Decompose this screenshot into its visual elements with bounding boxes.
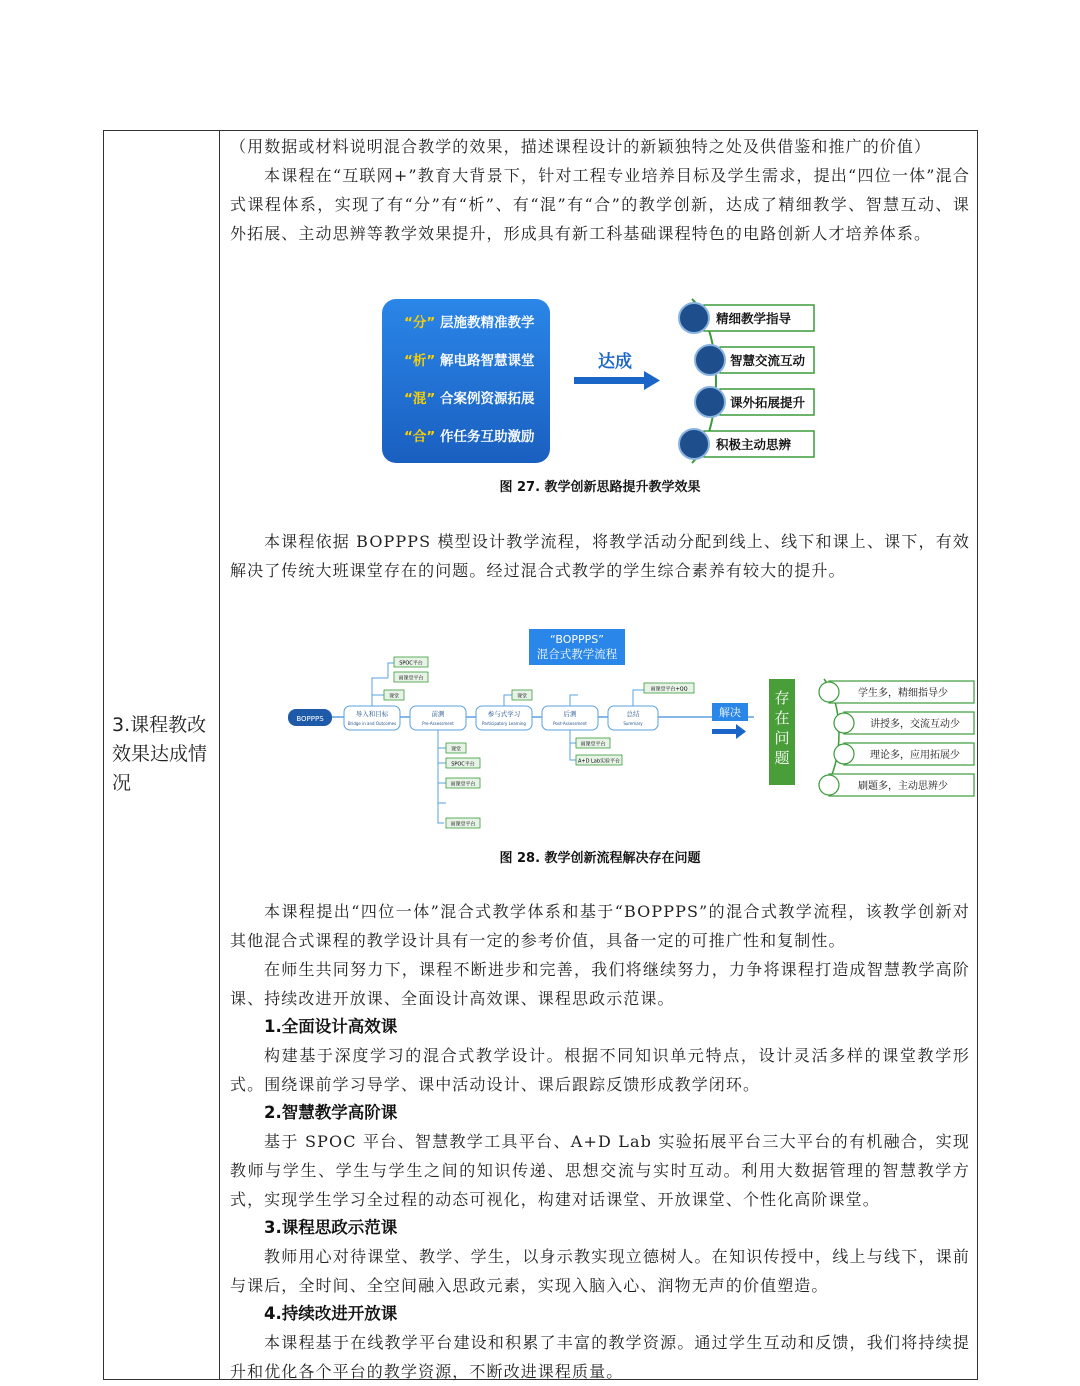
- paragraph-2-wrap: [230, 527, 970, 585]
- svg-text:雨课堂平台: 雨课堂平台: [398, 675, 424, 682]
- paragraph-3: 本课程提出“四位一体”混合式教学体系和基于“BOPPPS”的混合式教学流程，该教学创新对其他混合式课程的教学设计具有一定的参考价值，具备一定的可推广性和复制性。: [230, 902, 970, 950]
- svg-text:“混”: “混”: [404, 391, 436, 407]
- figure-28: [284, 623, 960, 833]
- content-cell: [230, 131, 970, 248]
- lower-text: [230, 897, 970, 1386]
- fig28-bottom-subnode: [576, 738, 610, 748]
- fig28-root-node: [288, 709, 332, 726]
- fig27-left-item: [404, 428, 535, 445]
- intro-note: （用数据或材料说明混合教学的效果，描述课程设计的新颖独特之处及供借鉴和推广的价值）: [230, 137, 932, 156]
- fig28-top-subnode: [644, 683, 694, 693]
- row-label-cell: [104, 131, 220, 1379]
- fig28-top-subnode: [394, 657, 428, 667]
- figure-27: [374, 291, 824, 466]
- figure-28-caption: 图 28. 教学创新流程解决存在问题: [499, 851, 701, 866]
- svg-text:前测: 前测: [431, 710, 445, 718]
- fig27-right-item: [695, 345, 814, 375]
- fig27-left-item: [404, 314, 535, 331]
- svg-text:总结: 总结: [626, 710, 640, 718]
- svg-text:精细教学指导: 精细教学指导: [716, 311, 792, 326]
- svg-text:SPOC平台: SPOC平台: [451, 761, 475, 768]
- fig28-problem-char: 在: [774, 709, 790, 727]
- fig28-problem-item: [834, 712, 974, 734]
- fig28-problem-item: [819, 681, 974, 703]
- svg-text:“分”: “分”: [404, 315, 436, 331]
- fig28-problem-item: [834, 743, 974, 765]
- fig28-bottom-subnode: [446, 758, 480, 768]
- svg-text:雨课堂平台: 雨课堂平台: [580, 741, 606, 748]
- fig28-stage: [344, 706, 400, 730]
- svg-text:课堂: 课堂: [388, 693, 400, 700]
- fig28-problem-char: 存: [774, 689, 790, 707]
- fig28-stage: [476, 706, 532, 730]
- fig28-problem-char: 题: [774, 749, 790, 767]
- svg-text:雨课堂平台: 雨课堂平台: [450, 821, 476, 828]
- fig27-arrow-label: 达成: [598, 352, 632, 372]
- form-table: [103, 130, 978, 1380]
- svg-text:“合”: “合”: [404, 429, 436, 445]
- section-body: 构建基于深度学习的混合式教学设计。根据不同知识单元特点，设计灵活多样的课堂教学形式。围绕课前学习导学、课中活动设计、课后跟踪反馈形成教学闭环。: [230, 1046, 970, 1094]
- svg-text:智慧交流互动: 智慧交流互动: [730, 353, 806, 368]
- svg-text:雨课堂平台: 雨课堂平台: [450, 781, 476, 788]
- svg-text:Post-Assessment: Post-Assessment: [553, 721, 587, 726]
- svg-text:Participatory Learning: Participatory Learning: [482, 721, 526, 726]
- fig28-bottom-subnode: [446, 818, 480, 828]
- fig28-problem-char: 问: [774, 729, 790, 747]
- section-title: 1.全面设计高效课: [264, 1017, 398, 1036]
- fig28-top-branches: [372, 663, 644, 706]
- fig28-bottom-subnode: [446, 743, 466, 753]
- fig27-right-item: [679, 429, 814, 459]
- fig28-top-subnode: [394, 672, 428, 682]
- section-title: 3.课程思政示范课: [264, 1218, 398, 1237]
- fig27-arrow: [574, 371, 660, 390]
- paragraph-1: 本课程在“互联网+”教育大背景下，针对工程专业培养目标及学生需求，提出“四位一体”混合式课程体系，实现了有“分”有“析”、有“混”有“合”的教学创新，达成了精细教学、智慧互动、课外拓展、主动思辨等教学效果提升，形成具有新工科基础课程特色的电路创新人才培养体系。: [230, 166, 970, 243]
- svg-text:雨课堂平台+QQ: 雨课堂平台+QQ: [650, 686, 688, 693]
- section-title: 2.智慧教学高阶课: [264, 1103, 398, 1122]
- svg-text:课堂: 课堂: [516, 693, 528, 700]
- svg-text:作任务互助激励: 作任务互助激励: [440, 429, 535, 445]
- section-title: 4.持续改进开放课: [264, 1304, 398, 1323]
- svg-text:导入和目标: 导入和目标: [355, 710, 389, 718]
- fig27-right-item: [695, 387, 814, 417]
- fig28-stage: [608, 706, 658, 730]
- svg-text:合案例资源拓展: 合案例资源拓展: [440, 391, 535, 407]
- svg-text:后测: 后测: [563, 710, 577, 718]
- figure-27-caption: 图 27. 教学创新思路提升教学效果: [499, 480, 701, 495]
- fig28-stage: [410, 706, 466, 730]
- svg-text:A+D Lab实验平台: A+D Lab实验平台: [577, 758, 621, 765]
- svg-text:SPOC平台: SPOC平台: [399, 660, 423, 667]
- fig28-title-line1: “BOPPPS”: [550, 633, 604, 646]
- fig28-bottom-subnode: [446, 778, 480, 788]
- svg-text:Bridge in and Outcomes: Bridge in and Outcomes: [347, 721, 397, 726]
- fig28-arrow: [712, 703, 748, 739]
- svg-text:课外拓展提升: 课外拓展提升: [730, 395, 806, 410]
- fig28-bottom-subnode: [576, 755, 622, 765]
- fig28-stage: [542, 706, 598, 730]
- svg-text:理论多，应用拓展少: 理论多，应用拓展少: [870, 750, 960, 761]
- paragraph-2: 本课程依据 BOPPPS 模型设计教学流程，将教学活动分配到线上、线下和课上、课下，有效解决了传统大班课堂存在的问题。经过混合式教学的学生综合素养有较大的提升。: [230, 532, 970, 580]
- fig28-title-line2: 混合式教学流程: [536, 647, 618, 661]
- fig27-right-item: [679, 303, 814, 333]
- svg-text:参与式学习: 参与式学习: [487, 710, 521, 718]
- fig27-left-item: [404, 352, 535, 369]
- svg-text:学生多，精细指导少: 学生多，精细指导少: [858, 688, 948, 699]
- svg-text:刷题多，主动思辨少: 刷题多，主动思辨少: [858, 781, 948, 792]
- svg-text:积极主动思辨: 积极主动思辨: [716, 437, 792, 452]
- svg-text:Summary: Summary: [623, 721, 643, 726]
- fig28-top-subnode: [384, 690, 404, 700]
- svg-text:解电路智慧课堂: 解电路智慧课堂: [440, 353, 535, 369]
- section-body: 基于 SPOC 平台、智慧教学工具平台、A+D Lab 实验拓展平台三大平台的有机融合，实现教师与学生、学生与学生之间的知识传递、思想交流与实时互动。利用大数据管理的智慧教学方式，实现学生学习全过程的动态可视化，构建对话课堂、开放课堂、个性化高阶课堂。: [230, 1132, 970, 1209]
- section-body: 本课程基于在线教学平台建设和积累了丰富的教学资源。通过学生互动和反馈，我们将持续提升和优化各个平台的教学资源，不断改进课程质量。: [230, 1333, 970, 1381]
- svg-text:BOPPPS: BOPPPS: [296, 715, 324, 723]
- svg-text:讲授多，交流互动少: 讲授多，交流互动少: [870, 719, 960, 730]
- svg-text:层施教精准教学: 层施教精准教学: [440, 315, 535, 331]
- svg-text:Pre-Assessment: Pre-Assessment: [422, 721, 454, 726]
- fig27-left-item: [404, 390, 535, 407]
- svg-text:“析”: “析”: [404, 353, 436, 369]
- paragraph-4: 在师生共同努力下，课程不断进步和完善，我们将继续努力，力争将课程打造成智慧教学高阶课、持续改进开放课、全面设计高效课、课程思政示范课。: [230, 960, 970, 1008]
- row-label: 3.课程教改效果达成情况: [112, 714, 208, 794]
- svg-text:课堂: 课堂: [450, 746, 462, 753]
- section-body: 教师用心对待课堂、教学、学生，以身示教实现立德树人。在知识传授中，线上与线下，课前与课后，全时间、全空间融入思政元素，实现入脑入心、润物无声的价值塑造。: [230, 1247, 970, 1295]
- fig28-problem-item: [819, 774, 974, 796]
- fig28-arrow-label: 解决: [719, 706, 741, 719]
- fig28-top-subnode: [512, 690, 532, 700]
